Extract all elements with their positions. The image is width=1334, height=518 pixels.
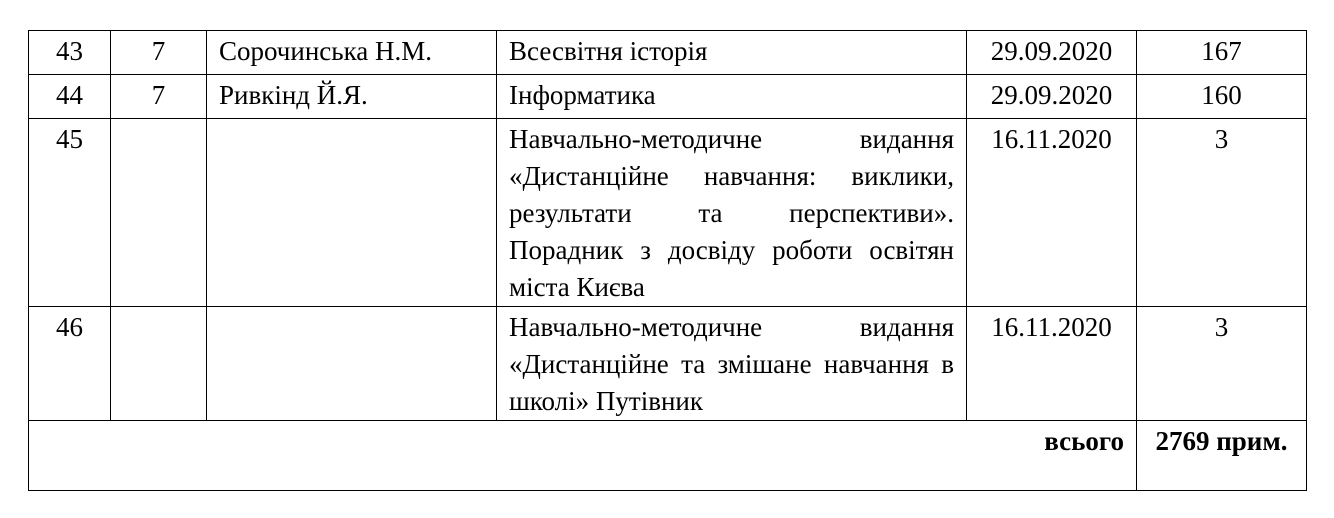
- title-cell: Інформатика: [497, 75, 967, 119]
- author-cell: [207, 307, 497, 421]
- total-value: 2769 прим.: [1137, 421, 1307, 491]
- count-cell: 3: [1137, 119, 1307, 307]
- date-cell: 29.09.2020: [967, 75, 1137, 119]
- total-label: всього: [29, 421, 1137, 491]
- title-cell: Всесвітня історія: [497, 31, 967, 75]
- date-cell: 29.09.2020: [967, 31, 1137, 75]
- author-cell: Ривкінд Й.Я.: [207, 75, 497, 119]
- grade-cell: [111, 119, 207, 307]
- row-number: 46: [29, 307, 111, 421]
- date-cell: 16.11.2020: [967, 119, 1137, 307]
- row-number: 43: [29, 31, 111, 75]
- grade-cell: [111, 307, 207, 421]
- author-cell: [207, 119, 497, 307]
- count-cell: 167: [1137, 31, 1307, 75]
- table-row: [29, 307, 1307, 421]
- grade-cell: 7: [111, 31, 207, 75]
- table-row: [29, 119, 1307, 307]
- row-number: 44: [29, 75, 111, 119]
- table-row: [29, 31, 1307, 75]
- title-cell: Навчально-методичне видання «Дистанційне та змішане навчання в школі» Путівник: [497, 307, 967, 421]
- table-row: [29, 75, 1307, 119]
- total-row: [29, 421, 1307, 491]
- title-cell: Навчально-методичне видання «Дистанційне навчання: виклики, результати та перспективи». Порадник з досвіду роботи освітян міста Києва: [497, 119, 967, 307]
- grade-cell: 7: [111, 75, 207, 119]
- document-table: [28, 30, 1307, 491]
- row-number: 45: [29, 119, 111, 307]
- count-cell: 160: [1137, 75, 1307, 119]
- date-cell: 16.11.2020: [967, 307, 1137, 421]
- count-cell: 3: [1137, 307, 1307, 421]
- author-cell: Сорочинська Н.М.: [207, 31, 497, 75]
